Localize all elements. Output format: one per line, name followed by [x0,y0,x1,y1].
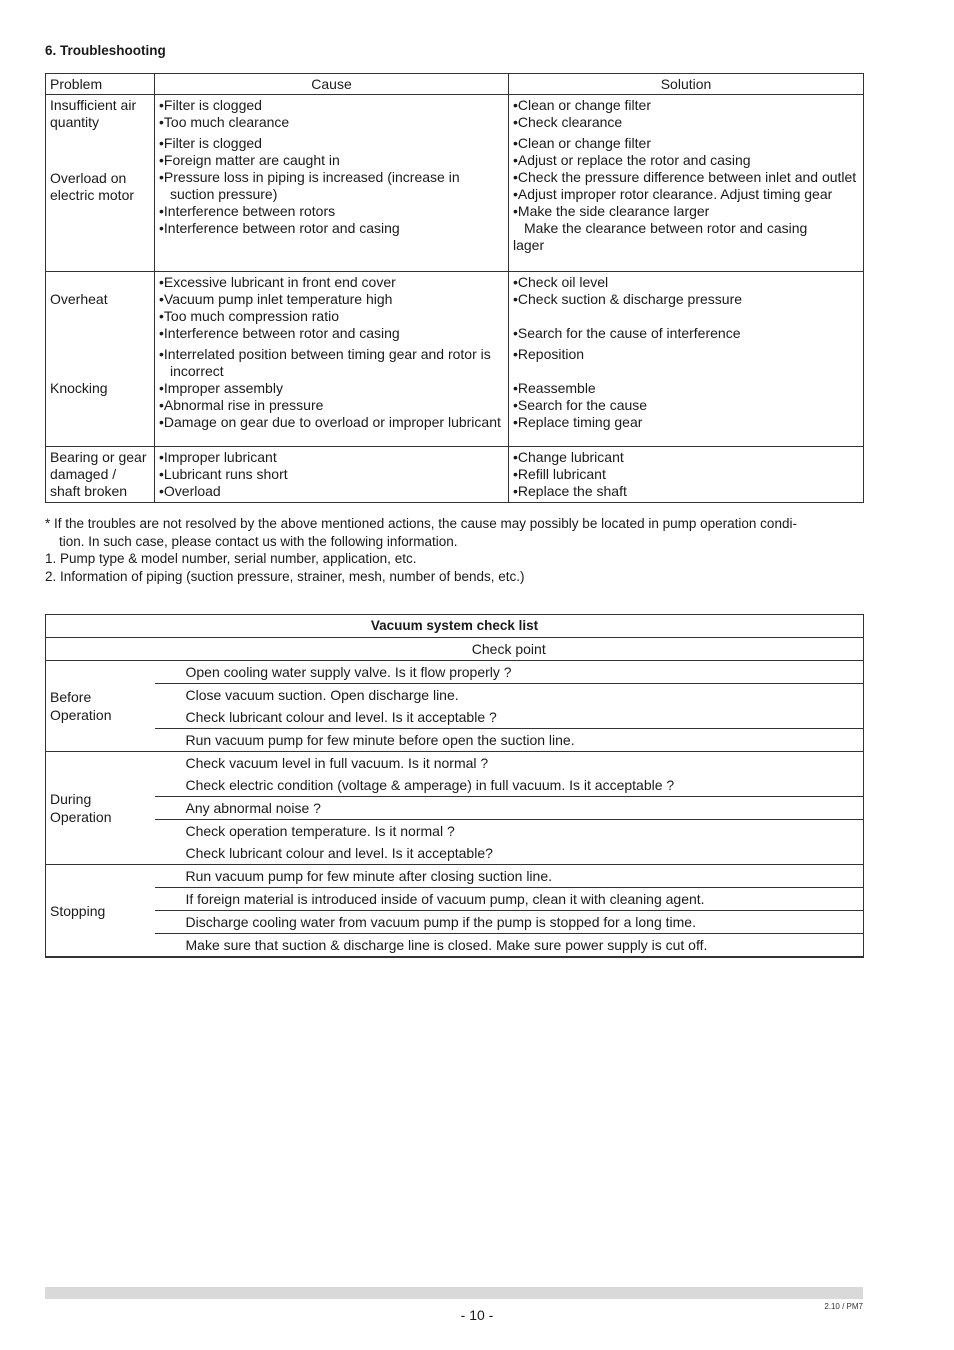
table-row [46,661,864,684]
check-point: Any abnormal noise ? [155,797,864,820]
list-item: • Replace timing gear [513,414,859,431]
list-item: • Filter is clogged [159,135,504,152]
list-item: • Search for the cause of interference [513,325,859,342]
table-row [46,774,864,797]
solution-cell [509,447,864,503]
list-item: • Replace the shaft [513,483,859,500]
list-item: • Filter is clogged [159,97,504,114]
problem-cell [46,95,155,272]
stage-before-operation: Before Operation [46,661,155,752]
check-point: Check vacuum level in full vacuum. Is it normal ? [155,752,864,775]
list-item: • Overload [159,483,504,500]
check-point: Check electric condition (voltage & amperage) in full vacuum. Is it acceptable ? [155,774,864,797]
table-row [46,797,864,820]
check-point: Check lubricant colour and level. Is it acceptable? [155,842,864,865]
list-item-continuation: Make the clearance between rotor and casing [524,220,808,236]
header-cause: Cause [155,74,509,95]
table-row [46,911,864,934]
table-row [46,729,864,752]
list-item: • Clean or change filter [513,97,859,114]
note-item-1: 1. Pump type & model number, serial number, application, etc. [45,551,417,566]
problem-overload-motor: Overload on electric motor [50,170,135,203]
solution-cell [509,95,864,272]
table-row [46,820,864,843]
list-item: • Interference between rotor and casing [159,220,504,237]
list-item-continuation: lager [513,237,545,253]
check-point: Run vacuum pump for few minute after closing suction line. [155,865,864,888]
problem-knocking: Knocking [50,380,108,396]
table-row [46,684,864,707]
problem-cell [46,272,155,447]
checklist-subheader: Check point [155,638,864,661]
stage-stopping: Stopping [46,865,155,958]
table-row [46,865,864,888]
table-row [46,447,864,503]
list-item: • Lubricant runs short [159,466,504,483]
table-row [46,95,864,272]
check-point: Discharge cooling water from vacuum pump if the pump is stopped for a long time. [155,911,864,934]
problem-insufficient-air: Insufficient air quantity [50,97,137,130]
check-point: Close vacuum suction. Open discharge line. [155,684,864,707]
cause-cell [155,272,509,447]
cause-cell [155,95,509,272]
list-item: • Interrelated position between timing gear and rotor is incorrect [159,346,504,380]
table-row [46,888,864,911]
list-item: • Refill lubricant [513,466,859,483]
table-row [46,752,864,775]
list-item: • Pressure loss in piping is increased (increase in suction pressure) [159,169,504,203]
check-point: Make sure that suction & discharge line is closed. Make sure power supply is cut off. [155,934,864,958]
list-item: • Search for the cause [513,397,859,414]
checklist-table [45,614,864,958]
cause-cell [155,447,509,503]
troubleshooting-table [45,73,864,503]
page-number: - 10 - [460,1307,494,1323]
header-problem: Problem [46,74,155,95]
list-item: • Improper assembly [159,380,504,397]
check-point: Check lubricant colour and level. Is it acceptable ? [155,706,864,729]
check-point: Open cooling water supply valve. Is it flow properly ? [155,661,864,684]
list-item: • Vacuum pump inlet temperature high [159,291,504,308]
list-item: • Excessive lubricant in front end cover [159,274,504,291]
note-star-line2: tion. In such case, please contact us with the following information. [59,533,458,549]
table-row [46,842,864,865]
list-item: • Reposition [513,346,859,363]
list-item: • Too much compression ratio [159,308,504,325]
table-row [46,272,864,447]
list-item: • Interference between rotors [159,203,504,220]
checklist-title: Vacuum system check list [46,615,864,638]
stage-during-operation: During Operation [46,752,155,865]
solution-cell [509,272,864,447]
list-item: • Clean or change filter [513,135,859,152]
table-header-row [46,74,864,95]
list-item: • Interference between rotor and casing [159,325,504,342]
list-item: • Improper lubricant [159,449,504,466]
check-point: If foreign material is introduced inside of vacuum pump, clean it with cleaning agent. [155,888,864,911]
list-item: • Reassemble [513,380,859,397]
problem-cell [46,447,155,503]
table-row [46,706,864,729]
check-point: Run vacuum pump for few minute before open the suction line. [155,729,864,752]
list-item: • Check oil level [513,274,859,291]
list-item: • Change lubricant [513,449,859,466]
note-item-2: 2. Information of piping (suction pressure, strainer, mesh, number of bends, etc.) [45,568,525,584]
list-item: • Damage on gear due to overload or improper lubricant [159,414,504,431]
footer-bar [45,1287,863,1299]
list-item: • Adjust improper rotor clearance. Adjust timing gear [513,186,859,203]
list-item: • Check the pressure difference between inlet and outlet [513,169,859,186]
table-row [46,934,864,958]
list-item: • Check suction & discharge pressure [513,291,859,308]
notes [45,515,867,585]
list-item: • Check clearance [513,114,859,131]
list-item: • Make the side clearance larger [513,203,859,220]
list-item: • Adjust or replace the rotor and casing [513,152,859,169]
list-item: • Abnormal rise in pressure [159,397,504,414]
problem-bearing-gear: Bearing or gear damaged / shaft broken [50,449,147,499]
check-point: Check operation temperature. Is it normal ? [155,820,864,843]
list-item: • Foreign matter are caught in [159,152,504,169]
note-star-line1: * If the troubles are not resolved by the above mentioned actions, the cause may possibly be located in pump operation condi- [45,516,797,531]
header-solution: Solution [509,74,864,95]
section-title: 6. Troubleshooting [45,43,166,58]
list-item: • Too much clearance [159,114,504,131]
document-code: 2.10 / PM7 [824,1302,863,1311]
problem-overheat: Overheat [50,291,108,307]
